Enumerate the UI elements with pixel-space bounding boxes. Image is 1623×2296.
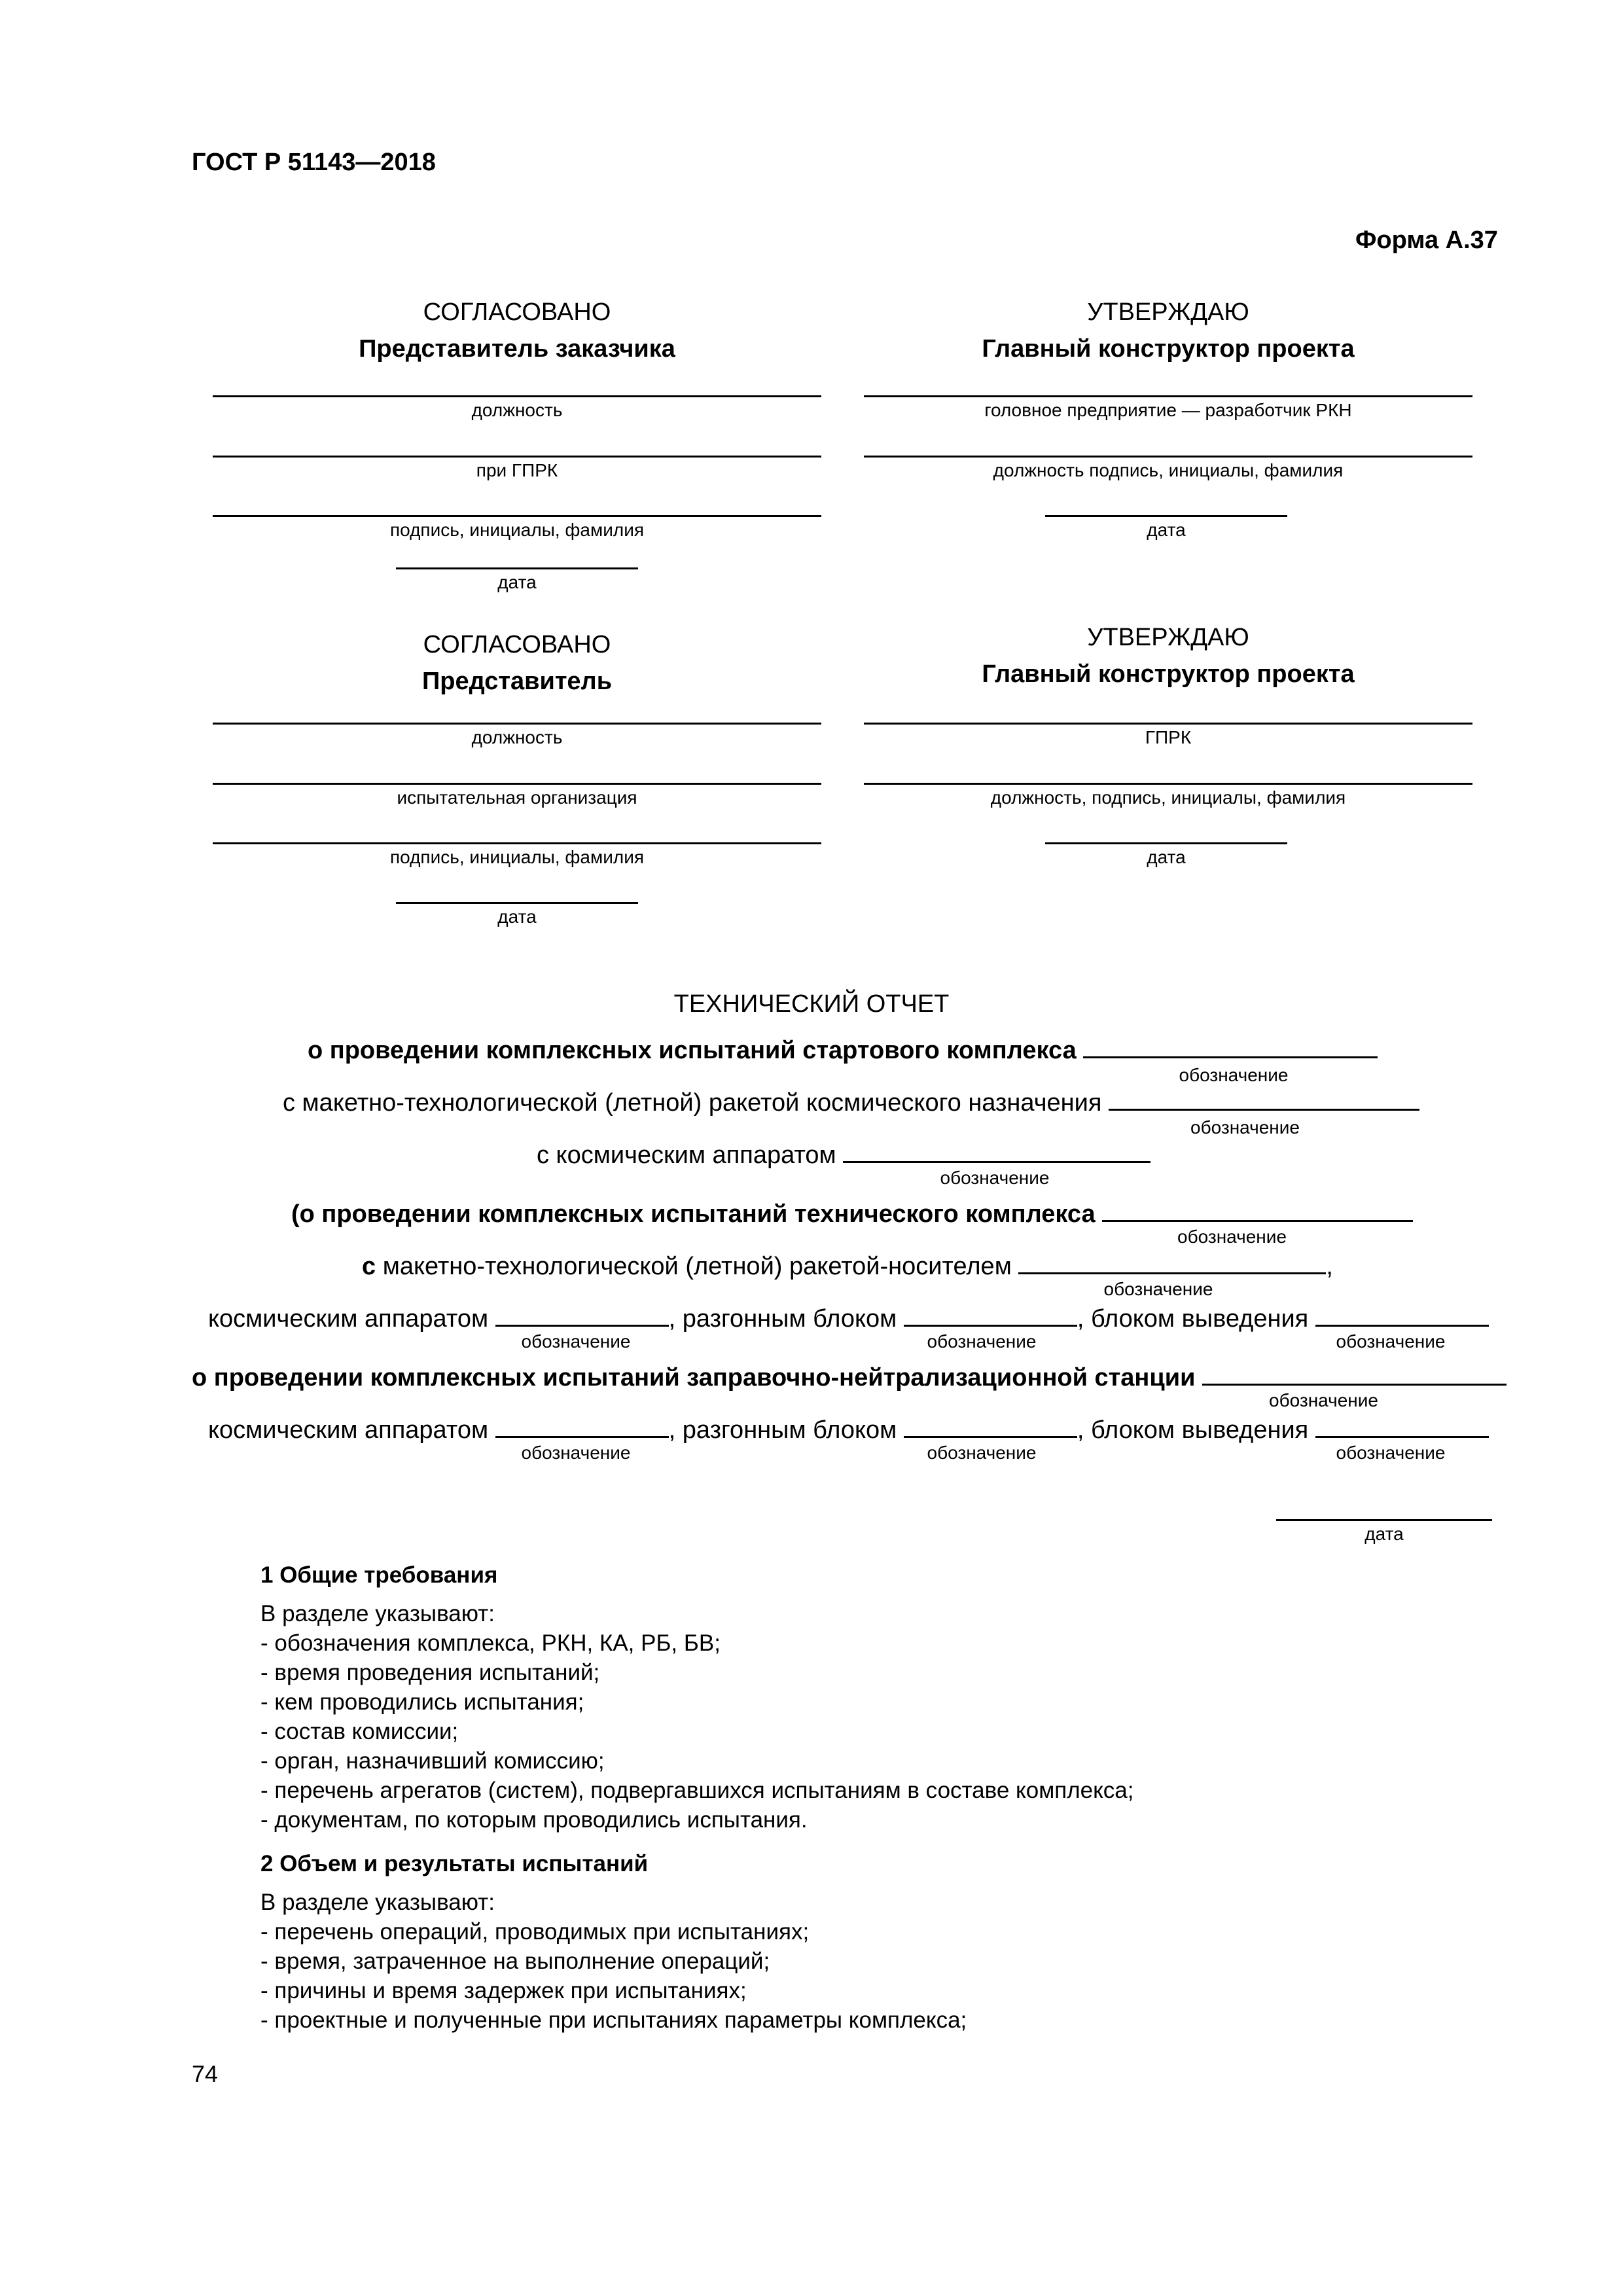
list-item: - проектные и полученные при испытаниях параметры комплекса; bbox=[260, 2007, 967, 2033]
right1-line3 bbox=[1045, 515, 1287, 517]
oboz-2: обозначение bbox=[1190, 1117, 1300, 1138]
right2-cap1: ГПРК bbox=[1145, 727, 1192, 747]
stand-complex-blank[interactable] bbox=[1083, 1034, 1378, 1058]
left1-cap2: при ГПРК bbox=[476, 460, 558, 480]
list-item: - обозначения комплекса, РКН, КА, РБ, БВ; bbox=[260, 1630, 721, 1656]
right1-cap2: должность подпись, инициалы, фамилия bbox=[993, 460, 1344, 480]
oboz-6a: обозначение bbox=[521, 1331, 631, 1352]
report-line5-text: макетно-технологической (летной) ракетой-носителем bbox=[376, 1253, 1012, 1280]
report-line5-comma: , bbox=[1326, 1253, 1333, 1280]
list-item: - время проведения испытаний; bbox=[260, 1660, 600, 1685]
tech-complex-blank[interactable] bbox=[1102, 1198, 1413, 1222]
left2-line3 bbox=[213, 842, 821, 844]
left1-line1 bbox=[213, 395, 821, 397]
right2-line3 bbox=[1045, 842, 1287, 844]
right2-line2 bbox=[864, 783, 1472, 785]
right2-line1 bbox=[864, 723, 1472, 725]
left2-title: СОГЛАСОВАНО bbox=[423, 631, 611, 658]
list-item: - перечень агрегатов (систем), подвергавшихся испытаниям в составе комплекса; bbox=[260, 1778, 1134, 1803]
rocket-blank[interactable] bbox=[1109, 1086, 1419, 1111]
oboz-6b: обозначение bbox=[927, 1331, 1037, 1352]
oboz-6c: обозначение bbox=[1336, 1331, 1446, 1352]
report-line3-text: с космическим аппаратом bbox=[537, 1141, 836, 1169]
list-item: - состав комиссии; bbox=[260, 1719, 459, 1744]
left1-title: СОГЛАСОВАНО bbox=[423, 298, 611, 326]
spacecraft-blank-1[interactable] bbox=[843, 1139, 1150, 1163]
oboz-1: обозначение bbox=[1179, 1065, 1289, 1085]
right1-title: УТВЕРЖДАЮ bbox=[1087, 298, 1249, 326]
list-item: - документам, по которым проводились испытания. bbox=[260, 1807, 808, 1833]
oboz-7: обозначение bbox=[1269, 1390, 1378, 1410]
rb-label-1: , разгонным блоком bbox=[668, 1305, 897, 1333]
page-number: 74 bbox=[192, 2060, 219, 2087]
left2-cap1: должность bbox=[471, 727, 563, 747]
rb-blank-2[interactable] bbox=[904, 1414, 1077, 1438]
right1-subtitle: Главный конструктор проекта bbox=[982, 335, 1355, 363]
section1-title: 1 Общие требования bbox=[260, 1562, 498, 1588]
left2-cap2: испытательная организация bbox=[397, 787, 637, 808]
right2-cap3: дата bbox=[1147, 847, 1186, 867]
oboz-8c: обозначение bbox=[1336, 1443, 1446, 1463]
report-date-cap: дата bbox=[1364, 1524, 1404, 1544]
section2 bbox=[260, 1849, 967, 2035]
report-line8 bbox=[208, 1414, 1489, 1444]
left1-line4 bbox=[396, 567, 638, 569]
oboz-8a: обозначение bbox=[521, 1443, 631, 1463]
left1-cap1: должность bbox=[471, 400, 563, 420]
list-item: - перечень операций, проводимых при испытаниях; bbox=[260, 1919, 810, 1945]
sa-label-2: космическим аппаратом bbox=[208, 1416, 489, 1444]
rb-label-2: , разгонным блоком bbox=[668, 1416, 897, 1444]
left1-cap4: дата bbox=[497, 572, 537, 592]
list-item: - орган, назначивший комиссию; bbox=[260, 1748, 605, 1774]
report-date-line[interactable] bbox=[1276, 1519, 1492, 1521]
bv-blank-2[interactable] bbox=[1315, 1414, 1489, 1438]
oboz-3: обозначение bbox=[940, 1168, 1050, 1188]
oboz-5: обозначение bbox=[1103, 1279, 1213, 1299]
right1-line1 bbox=[864, 395, 1472, 397]
left1-cap3: подпись, инициалы, фамилия bbox=[389, 520, 645, 540]
zns-blank[interactable] bbox=[1202, 1361, 1507, 1386]
report-line6 bbox=[208, 1302, 1489, 1333]
report-line5-prefix: с bbox=[362, 1253, 376, 1280]
report-line7 bbox=[192, 1361, 1507, 1392]
left2-cap4: дата bbox=[497, 906, 537, 927]
list-item: - время, затраченное на выполнение операций; bbox=[260, 1948, 770, 1974]
left2-line1 bbox=[213, 723, 821, 725]
right2-cap2: должность, подпись, инициалы, фамилия bbox=[990, 787, 1346, 808]
rb-blank-1[interactable] bbox=[904, 1302, 1077, 1327]
report-line1 bbox=[308, 1034, 1378, 1065]
form-number: Форма А.37 bbox=[1355, 226, 1498, 254]
section1 bbox=[260, 1560, 1134, 1835]
left1-line3 bbox=[213, 515, 821, 517]
left2-subtitle: Представитель bbox=[421, 668, 613, 695]
right1-cap3: дата bbox=[1147, 520, 1186, 540]
report-line4 bbox=[291, 1198, 1413, 1229]
report-title: ТЕХНИЧЕСКИЙ ОТЧЕТ bbox=[673, 990, 950, 1018]
sa-label-1: космическим аппаратом bbox=[208, 1305, 489, 1333]
report-line5 bbox=[362, 1250, 1333, 1281]
section2-intro: В разделе указывают: bbox=[260, 1890, 495, 1915]
right1-line2 bbox=[864, 456, 1472, 457]
section2-title: 2 Объем и результаты испытаний bbox=[260, 1851, 649, 1876]
sa-blank-2[interactable] bbox=[495, 1414, 669, 1438]
launcher-blank[interactable] bbox=[1018, 1250, 1326, 1274]
report-line2-text: с макетно-технологической (летной) ракетой космического назначения bbox=[283, 1089, 1102, 1117]
report-line7-text: о проведении комплексных испытаний заправочно-нейтрализационной станции bbox=[192, 1364, 1196, 1391]
right1-cap1: головное предприятие — разработчик РКН bbox=[984, 400, 1352, 420]
oboz-4: обозначение bbox=[1177, 1227, 1287, 1247]
left1-subtitle: Представитель заказчика bbox=[359, 335, 675, 363]
left1-line2 bbox=[213, 456, 821, 457]
report-line4-text: (о проведении комплексных испытаний технического комплекса bbox=[291, 1200, 1096, 1228]
list-item: - причины и время задержек при испытаниях; bbox=[260, 1978, 747, 2003]
left2-cap3: подпись, инициалы, фамилия bbox=[389, 847, 645, 867]
bv-label-1: , блоком выведения bbox=[1077, 1305, 1309, 1333]
report-line3 bbox=[537, 1139, 1150, 1170]
right2-title: УТВЕРЖДАЮ bbox=[1087, 624, 1249, 651]
left2-line2 bbox=[213, 783, 821, 785]
standard-number: ГОСТ Р 51143—2018 bbox=[192, 149, 436, 176]
oboz-8b: обозначение bbox=[927, 1443, 1037, 1463]
sa-blank-1[interactable] bbox=[495, 1302, 669, 1327]
report-line2 bbox=[283, 1086, 1419, 1117]
right2-subtitle: Главный конструктор проекта bbox=[982, 660, 1355, 688]
report-line1-text: о проведении комплексных испытаний стартового комплекса bbox=[308, 1037, 1077, 1064]
bv-blank-1[interactable] bbox=[1315, 1302, 1489, 1327]
left2-line4 bbox=[396, 902, 638, 904]
bv-label-2: , блоком выведения bbox=[1077, 1416, 1309, 1444]
list-item: - кем проводились испытания; bbox=[260, 1689, 584, 1715]
section1-intro: В разделе указывают: bbox=[260, 1601, 495, 1626]
